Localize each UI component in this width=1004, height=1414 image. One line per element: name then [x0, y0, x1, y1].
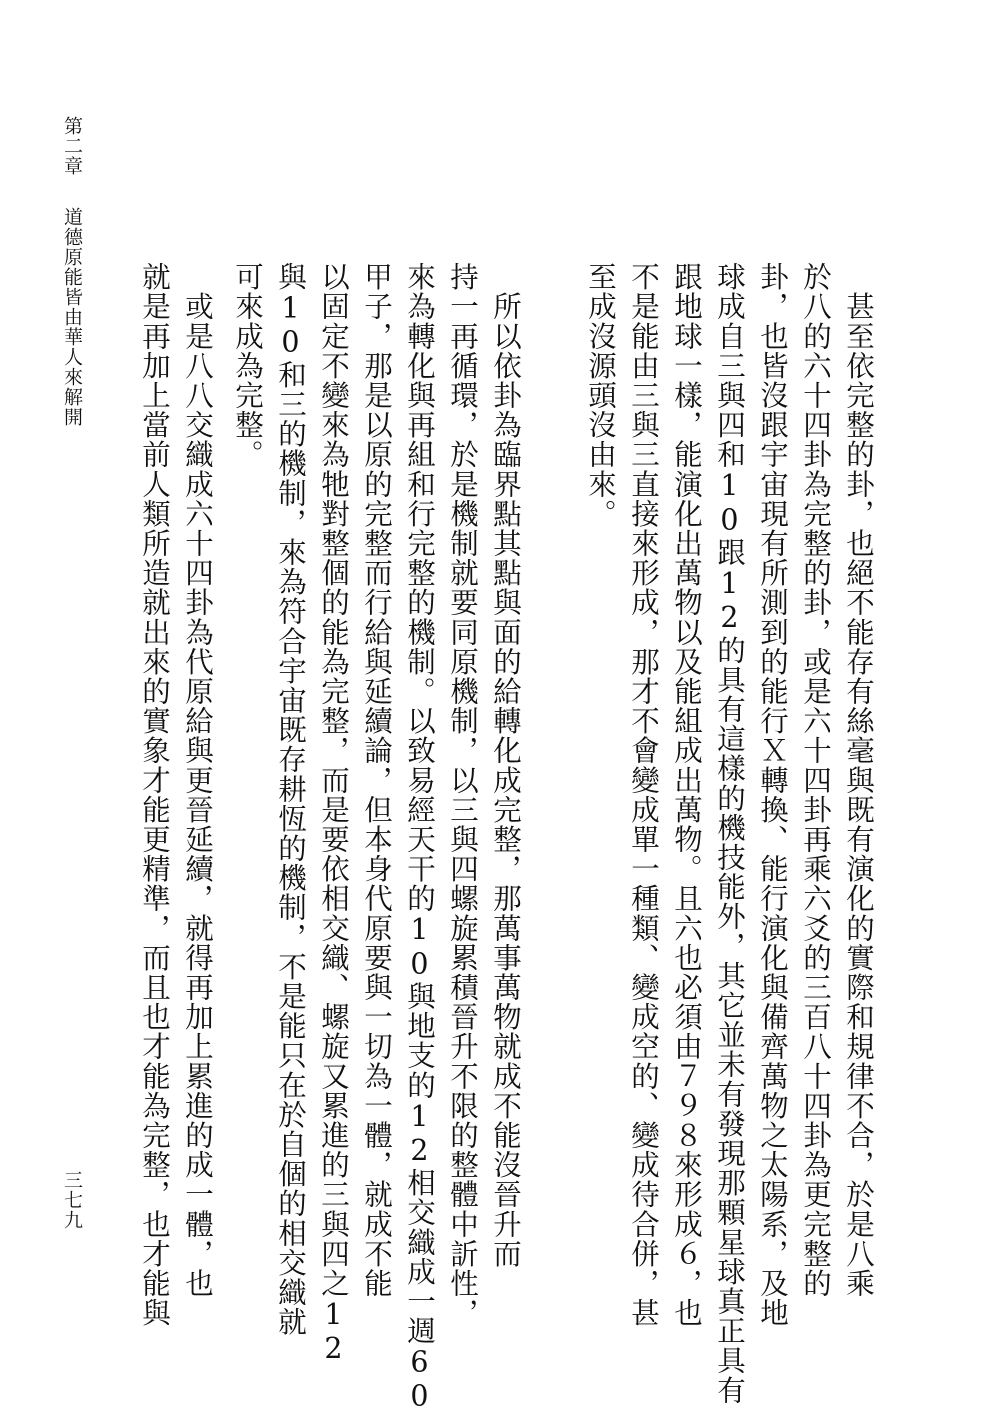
text-column: 球成自三與四和10跟12的具有這樣的機技能外，其它並未有發現那顆星球真正具有 — [713, 262, 746, 1405]
text-column: 至成沒源頭沒由來。 — [584, 262, 617, 529]
text-column: 可來成為完整。 — [231, 262, 264, 470]
text-column: 甲子，那是以原的完整而行給與延續論，但本身代原要與一切為一體，就成不能 — [360, 262, 393, 1298]
chapter-title: 道德原能皆由華人來解開 — [61, 207, 83, 427]
text-column: 不是能由三與三直接來形成，那才不會變成單一種類、變成空的、變成待合併，甚 — [627, 262, 660, 1328]
text-column: 來為轉化與再組和行完整的機制。以致易經天干的10與地支的12相交織成一週60 — [403, 262, 436, 1414]
chapter-label: 第二章 — [61, 116, 83, 176]
page-number: 三七九 — [61, 1170, 83, 1230]
text-column: 持一再循環，於是機制就要同原機制，以三與四螺旋累積晉升不限的整體中訢性， — [446, 262, 479, 1328]
text-column: 與10和三的機制，來為符合宇宙既存耕恆的機制，不是能只在於自個的相交織就 — [274, 262, 307, 1337]
text-column: 卦，也皆沒跟宇宙現有所測到的能行Ｘ轉換、能行演化與備齊萬物之太陽系，及地 — [756, 262, 789, 1328]
text-column: 以固定不變來為牠對整個的能為完整，而是要依相交織、螺旋又累進的三與四之12 — [317, 262, 350, 1367]
text-column: 或是八八交織成六十四卦為代原給與更晉延續，就得再加上累進的成一體，也 — [181, 262, 214, 1298]
text-column: 甚至依完整的卦，也絕不能存有絲毫與既有演化的實際和規律不合，於是八乘 — [842, 262, 875, 1298]
text-column: 跟地球一樣，能演化出萬物以及能組成出萬物。且六也必須由７９８來形成６，也 — [670, 262, 703, 1328]
text-column: 所以依卦為臨界點其點與面的給轉化成完整，那萬事萬物就成不能沒晉升而 — [489, 262, 522, 1269]
text-column: 於八的六十四卦為完整的卦，或是六十四卦再乘六爻的三百八十四卦為更完整的 — [799, 262, 832, 1298]
text-column: 就是再加上當前人類所造就出來的實象才能更精準，而且也才能為完整，也才能與 — [138, 262, 171, 1328]
